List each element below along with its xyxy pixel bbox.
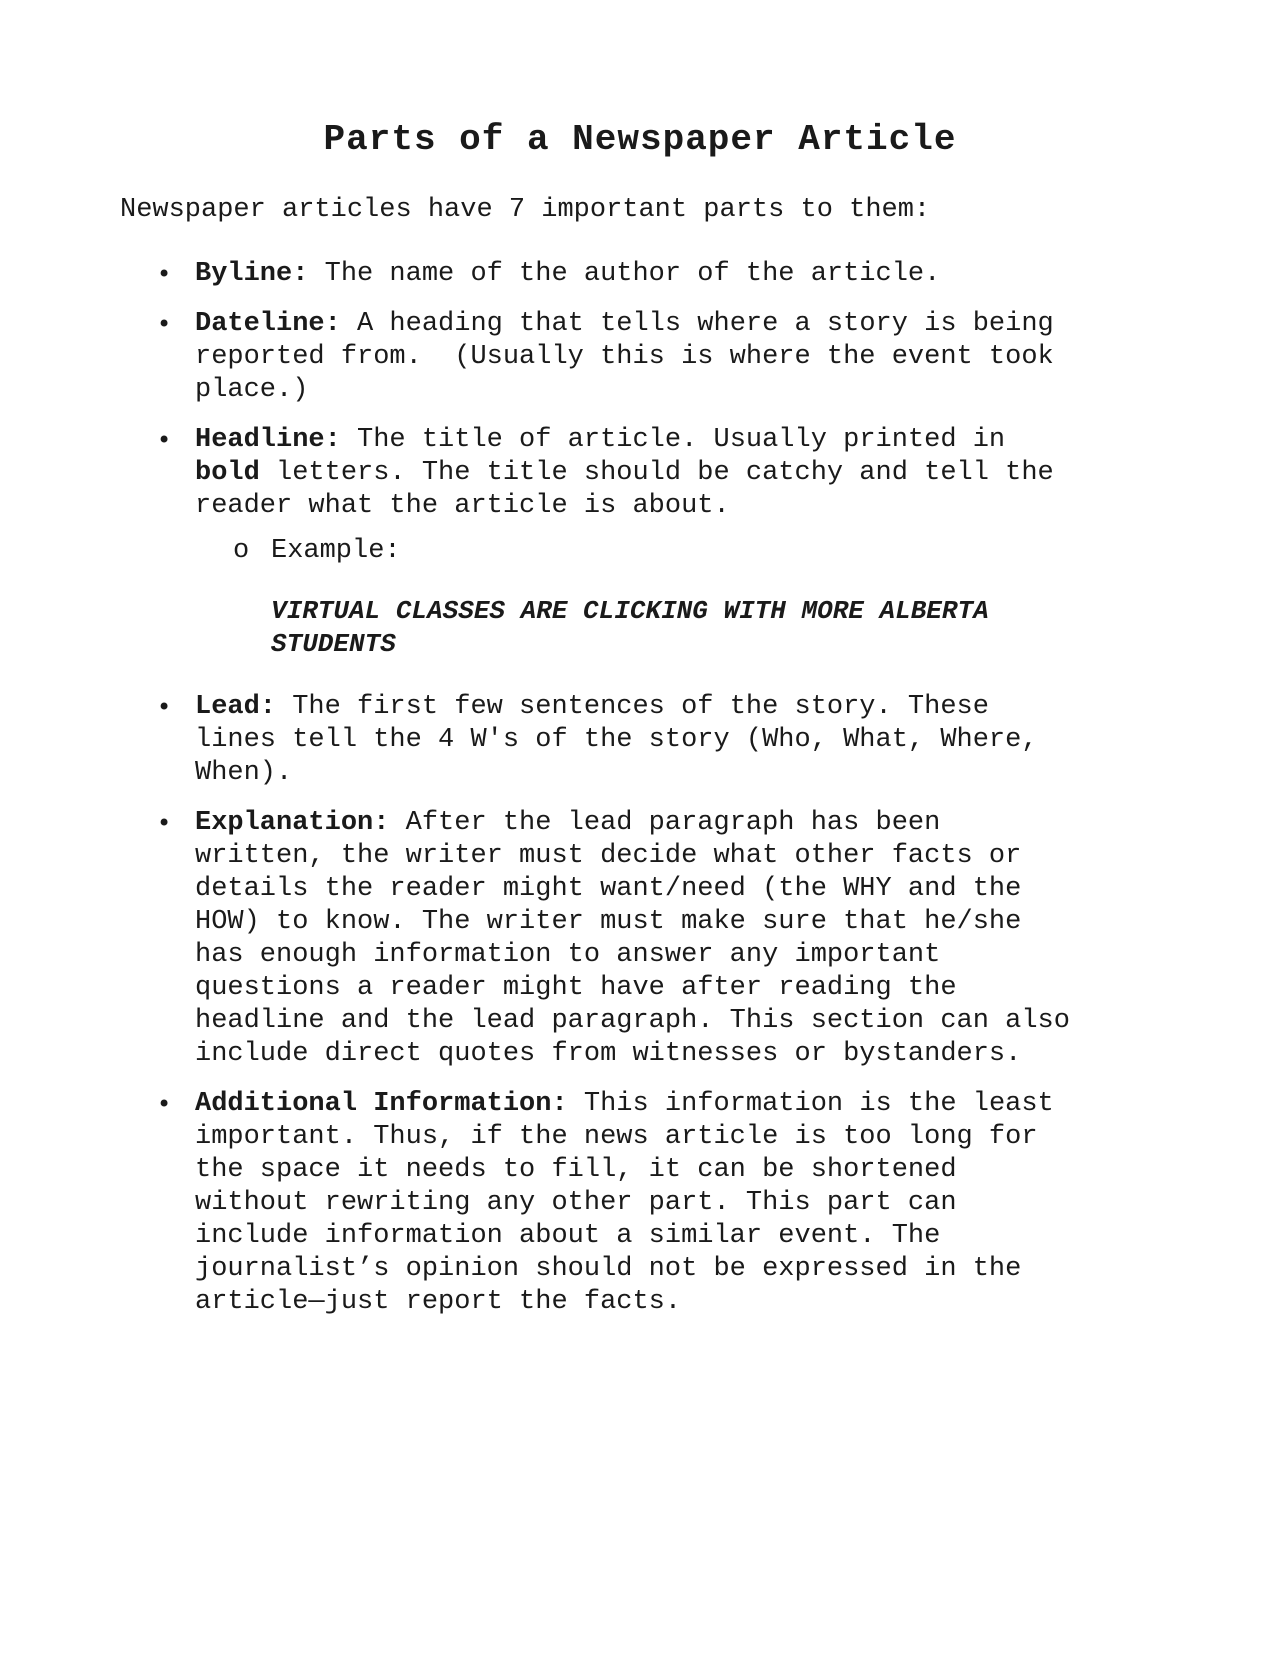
definition-line: letters. The title should be catchy and tell the [259, 458, 1054, 488]
definition-line: This information is the least [567, 1089, 1054, 1119]
example-headline [271, 595, 1111, 661]
bullet-icon: • [157, 310, 172, 338]
bullet-icon: • [157, 693, 172, 721]
definition-line: journalist’s opinion should not be expressed in the [195, 1254, 1022, 1284]
definition-line: important. Thus, if the news article is too long for [195, 1122, 1038, 1152]
term-additional-information: Additional Information: [195, 1089, 568, 1119]
list-item-headline [157, 424, 1155, 661]
bold-word: bold [195, 458, 260, 488]
definition-line: has enough information to answer any important [195, 940, 941, 970]
bullet-icon: • [157, 260, 172, 288]
page-title: Parts of a Newspaper Article [323, 119, 957, 160]
circle-bullet-icon: o [233, 536, 250, 566]
definition-line: article—just report the facts. [195, 1287, 682, 1317]
definition-line: written, the writer must decide what other facts or [195, 841, 1022, 871]
definition-line: questions a reader might have after reading the [195, 973, 957, 1003]
definition-line: without rewriting any other part. This part can [195, 1188, 957, 1218]
definition-line: The title of article. Usually printed in [340, 425, 1006, 455]
example-line: STUDENTS [271, 629, 396, 659]
definition-line: When). [195, 758, 293, 788]
definition-line: the space it needs to fill, it can be shortened [195, 1155, 957, 1185]
definition-line: lines tell the 4 W's of the story (Who, What, Where, [195, 725, 1038, 755]
example-line: VIRTUAL CLASSES ARE CLICKING WITH MORE ALBERTA [271, 596, 989, 626]
definition-line: reader what the article is about. [195, 491, 730, 521]
list-item-lead [157, 691, 1155, 790]
definition-line: include direct quotes from witnesses or bystanders. [195, 1039, 1022, 1069]
list-item-additional-information [157, 1088, 1155, 1319]
term-dateline: Dateline: [195, 309, 341, 339]
term-lead: Lead: [195, 692, 277, 722]
definition-line: After the lead paragraph has been [389, 808, 941, 838]
definition-line: place.) [195, 375, 309, 405]
definition-line: The first few sentences of the story. These [276, 692, 989, 722]
list-item-byline [157, 258, 1155, 291]
sub-item-label: Example: [271, 536, 401, 566]
intro-text: Newspaper articles have 7 important parts to them: [120, 195, 931, 225]
bullet-icon: • [157, 809, 172, 837]
term-explanation: Explanation: [195, 808, 390, 838]
parts-list [157, 258, 1155, 1336]
definition-line: headline and the lead paragraph. This section can also [195, 1006, 1070, 1036]
definition-line: reported from. (Usually this is where the event took [195, 342, 1054, 372]
sub-item-example [195, 535, 1155, 568]
list-item-explanation [157, 807, 1155, 1071]
term-byline: Byline: [195, 259, 309, 289]
definition-line: include information about a similar event. The [195, 1221, 941, 1251]
term-headline: Headline: [195, 425, 341, 455]
list-item-dateline [157, 308, 1155, 407]
definition-line: The name of the author of the article. [308, 259, 941, 289]
definition-line: HOW) to know. The writer must make sure that he/she [195, 907, 1022, 937]
definition-line: A heading that tells where a story is being [340, 309, 1054, 339]
definition-line: details the reader might want/need (the WHY and the [195, 874, 1022, 904]
bullet-icon: • [157, 1090, 172, 1118]
bullet-icon: • [157, 426, 172, 454]
